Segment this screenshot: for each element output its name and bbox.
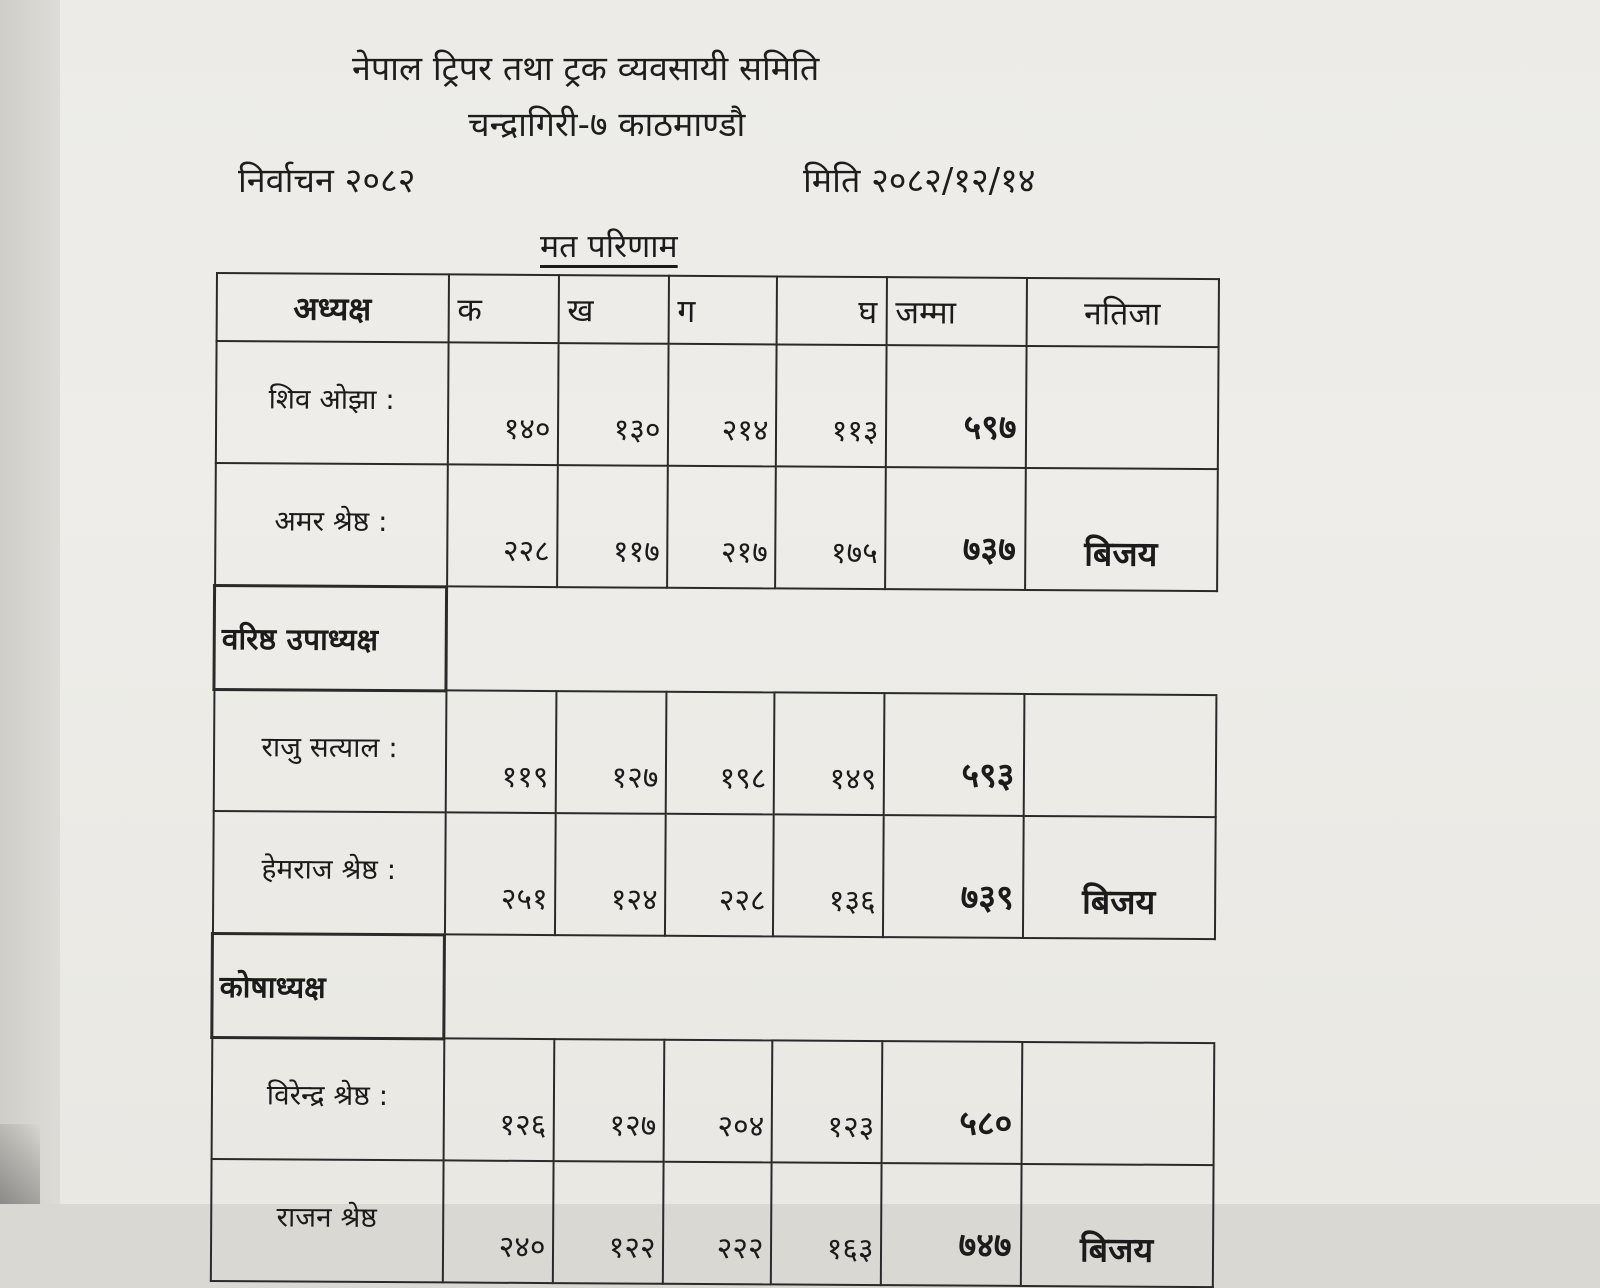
table-row [213,689,1216,817]
header-post: अध्यक्ष [216,273,448,342]
candidate-name: शिव ओझा : [215,341,448,464]
votes-gha: १२३ [771,1040,882,1163]
table-header-row [216,273,1218,347]
result-cell: बिजय [1020,1164,1213,1287]
votes-ga: २२२ [662,1162,771,1285]
election-label: निर्वाचन २०८२ [238,161,416,201]
section-spacer [444,934,1215,1043]
header-ga: ग [668,276,776,345]
header-ka: क [448,274,558,343]
votes-ga: १९८ [665,692,774,815]
table-row [211,1037,1214,1165]
table-row [215,463,1218,591]
votes-kha: ११७ [557,465,668,588]
votes-total: ५८० [881,1041,1022,1164]
section-spacer [446,586,1217,695]
votes-ka: २५१ [444,812,555,935]
votes-kha: १२७ [555,691,666,814]
votes-kha: १२२ [552,1161,663,1284]
organization-name: नेपाल ट्रिपर तथा ट्रक व्यवसायी समिति [352,49,820,89]
votes-ka: २२८ [447,464,558,587]
candidate-name: हेमराज श्रेष्ठ : [212,811,445,934]
organization-location: चन्द्रागिरी-७ काठमाण्डौ [468,105,746,145]
result-cell: बिजय [1025,468,1218,591]
votes-gha: १६३ [770,1162,881,1285]
votes-ka: ११९ [445,690,556,813]
table-row [215,341,1218,469]
result-title: मत परिणाम [540,227,678,265]
votes-ka: २४० [442,1160,553,1283]
votes-gha: १७५ [775,466,886,589]
candidate-name: अमर श्रेष्ठ : [215,463,448,586]
background-edge [0,0,60,1204]
votes-total: ५९३ [883,693,1024,816]
votes-total: ७३९ [882,815,1023,938]
votes-gha: ११३ [775,344,886,467]
section-row [214,585,1217,695]
table-row [212,811,1215,939]
votes-ga: २१४ [667,344,776,467]
votes-total: ७४७ [880,1163,1021,1286]
votes-total: ५९७ [885,345,1026,468]
date-label: मिति २०८२/१२/१४ [803,161,1036,201]
table-row [210,1159,1213,1287]
votes-ga: २२८ [664,814,773,937]
votes-gha: १४९ [773,692,884,815]
votes-ga: २०४ [663,1040,772,1163]
header-result: नतिजा [1026,278,1218,347]
votes-kha: १३० [557,343,668,466]
background-corner [0,1124,40,1204]
header-gha: घ [776,276,886,345]
result-cell [1025,346,1218,469]
votes-total: ७३७ [885,467,1026,590]
candidate-name: राजन श्रेष्ठ [210,1159,443,1282]
result-cell [1023,694,1216,817]
votes-gha: १३६ [772,814,883,937]
votes-kha: १२७ [553,1039,664,1162]
section-label: वरिष्ठ उपाध्यक्ष [214,585,447,690]
header-total: जम्मा [886,277,1026,346]
votes-ka: १४० [447,342,558,465]
candidate-name: विरेन्द्र श्रेष्ठ : [211,1037,444,1160]
section-row [212,933,1215,1043]
votes-ka: १२६ [443,1038,554,1161]
result-cell [1021,1042,1214,1165]
results-table [209,272,1220,1288]
votes-kha: १२४ [554,813,665,936]
votes-ga: २१७ [667,466,776,589]
section-label: कोषाध्यक्ष [212,933,445,1038]
candidate-name: राजु सत्याल : [213,689,446,812]
result-cell: बिजय [1022,816,1215,939]
header-kha: ख [558,275,668,344]
